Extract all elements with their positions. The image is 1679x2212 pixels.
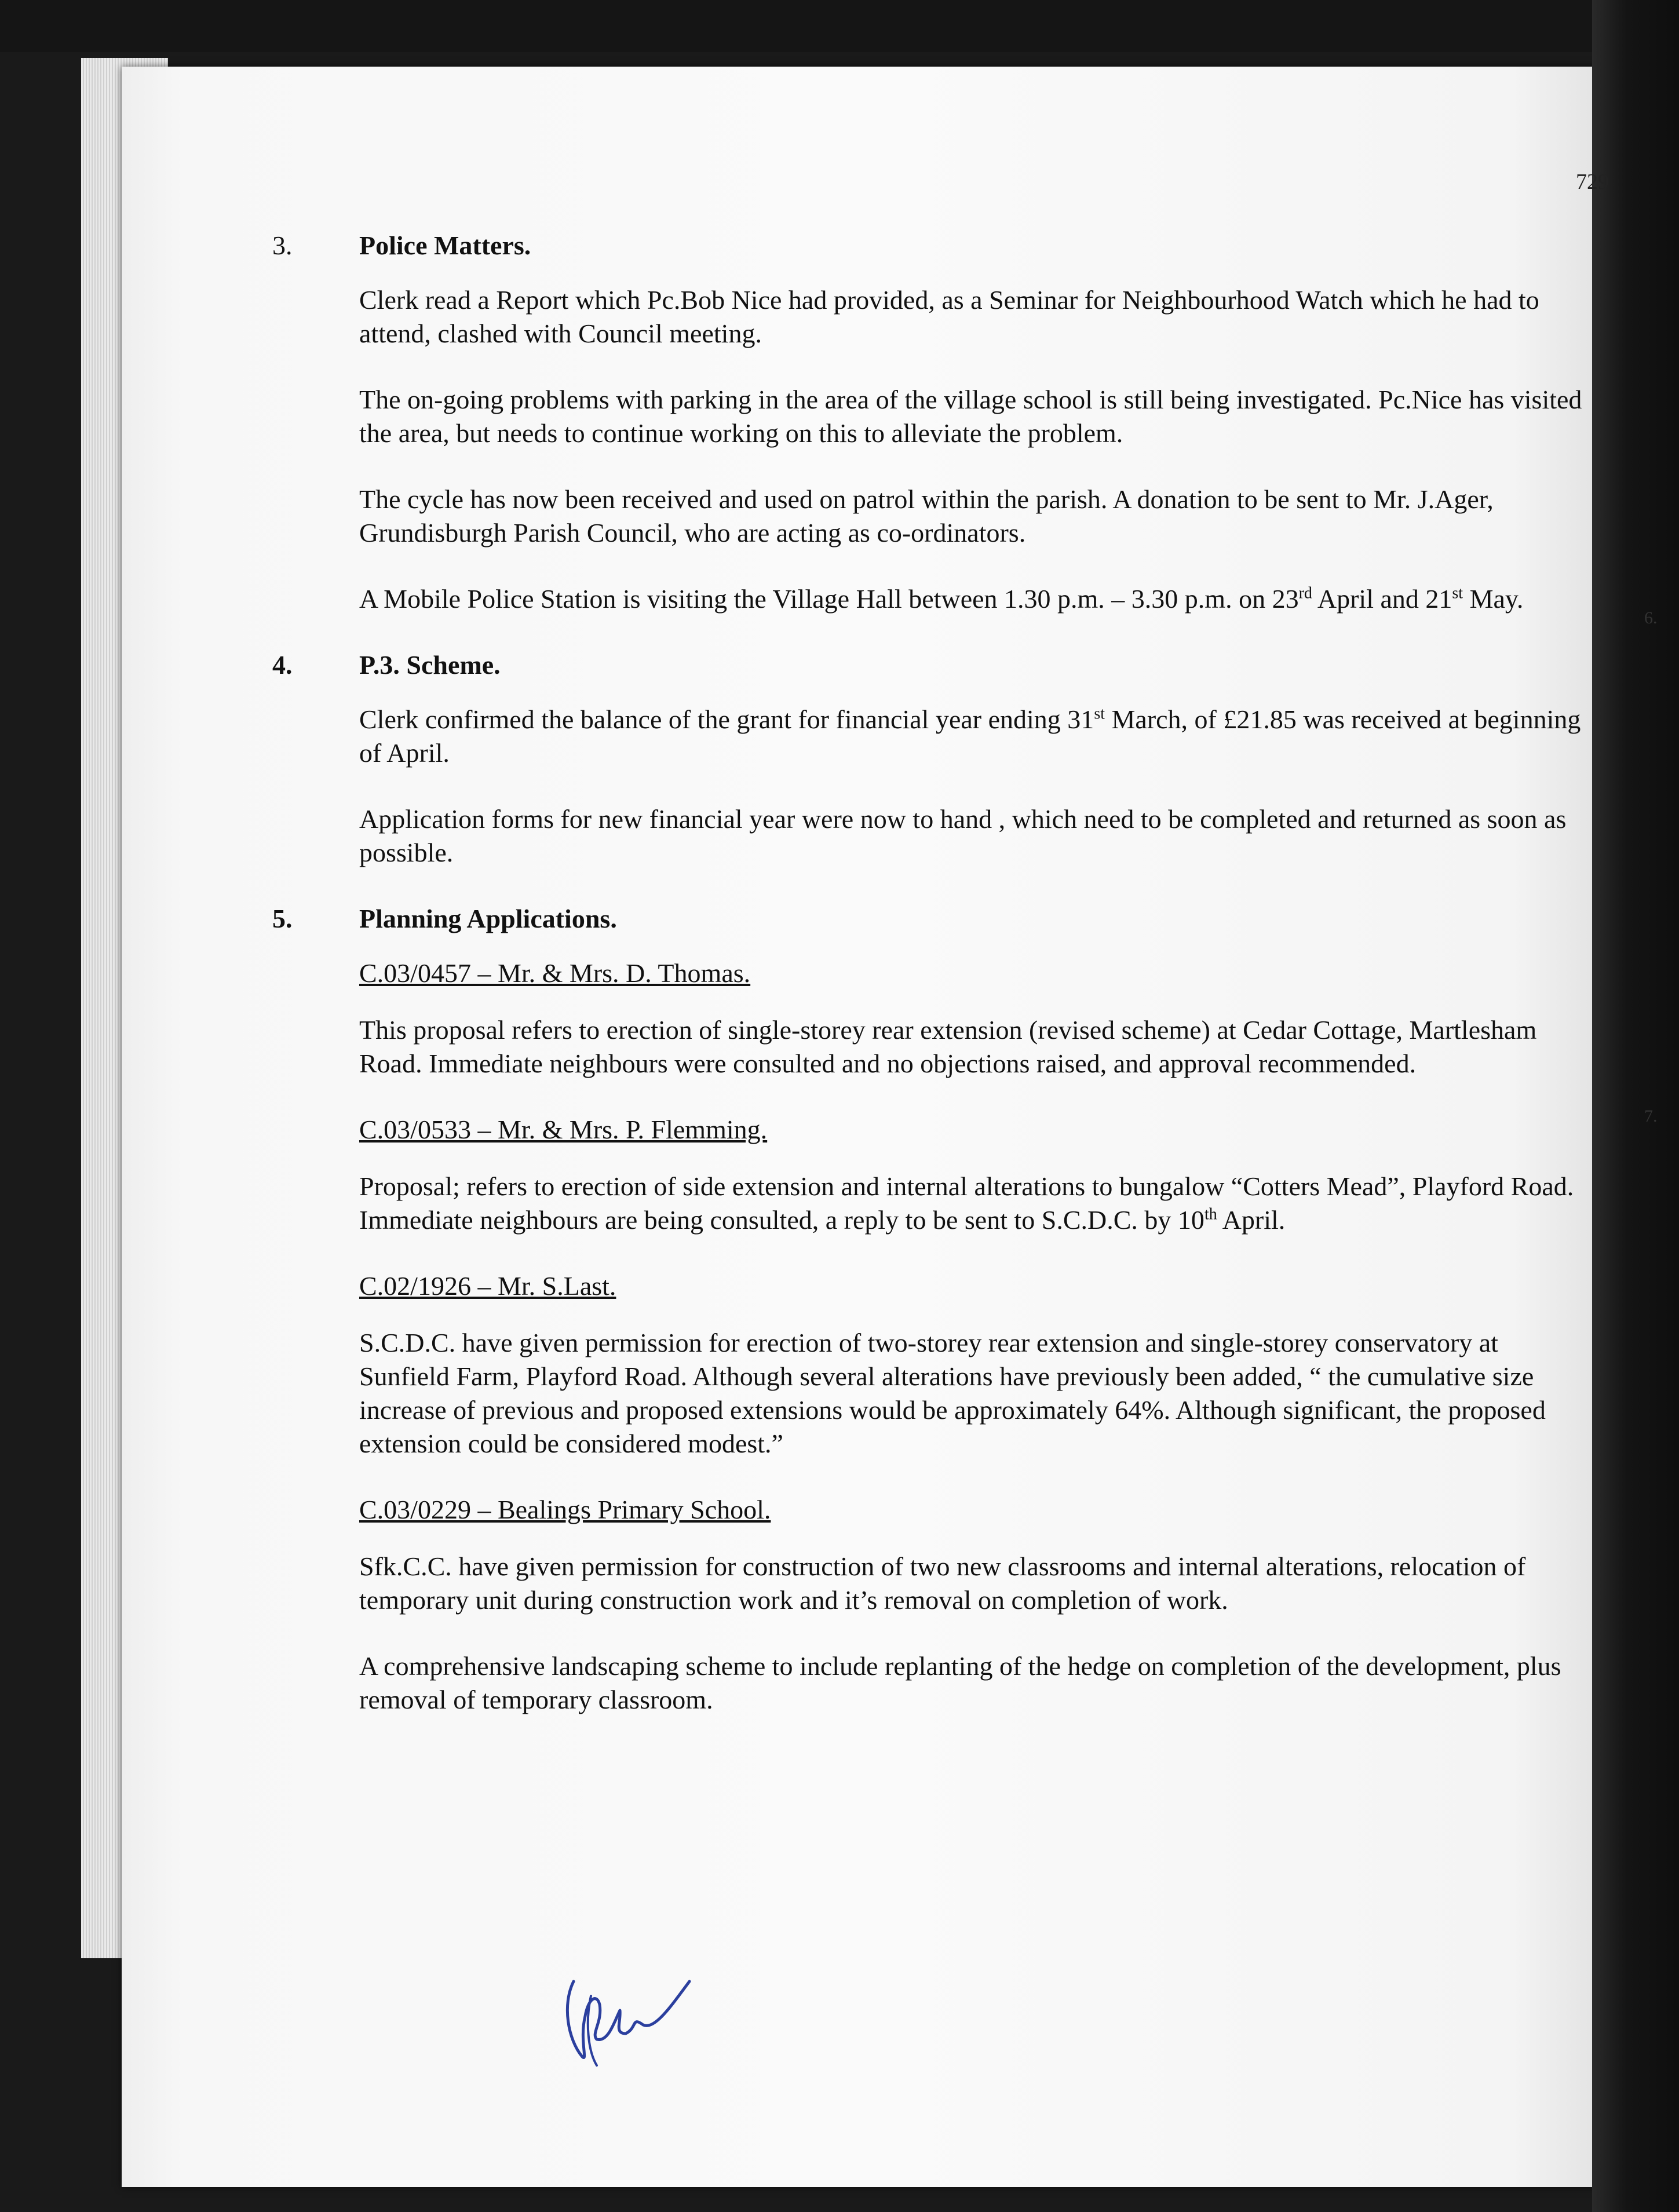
- application-reference: C.03/0533 – Mr. & Mrs. P. Flemming.: [359, 1115, 768, 1144]
- binder-edge-right: [1592, 0, 1679, 2212]
- section-number: 3.: [272, 231, 293, 260]
- document-body: [272, 229, 1587, 1749]
- paragraph: Clerk read a Report which Pc.Bob Nice had provided, as a Seminar for Neighbourhood Watch which he had to attend, clashed with Council meeting.: [359, 285, 1539, 348]
- section-p3-scheme: [272, 648, 1587, 870]
- paragraph-mobile-station: A Mobile Police Station is visiting the Village Hall between 1.30 p.m. – 3.30 p.m. on 23rd April and 21st May.: [359, 584, 1524, 614]
- section-title: P.3. Scheme.: [359, 650, 501, 680]
- section-number: 4.: [272, 650, 293, 680]
- margin-note-7: 7.: [1644, 1107, 1658, 1126]
- section-number: 5.: [272, 904, 293, 933]
- application-text: Proposal; refers to erection of side extension and internal alterations to bungalow “Cotters Mead”, Playford Road. Immediate neighbours are being consulted, a reply to be sent to S.C.D.C. by 10th April.: [359, 1171, 1574, 1235]
- application-text: S.C.D.C. have given permission for erection of two-storey rear extension and single-storey conservatory at Sunfield Farm, Playford Road. Although several alterations have previously been added, “ the cumulative size increase of previous and proposed extensions would be approximately 64%. Although significant, the proposed extension could be considered modest.”: [359, 1328, 1546, 1458]
- binder-edge-top: [0, 0, 1679, 52]
- application-reference: C.03/0229 – Bealings Primary School.: [359, 1495, 771, 1524]
- application-reference: C.02/1926 – Mr. S.Last.: [359, 1271, 616, 1301]
- paragraph: The cycle has now been received and used on patrol within the parish. A donation to be sent to Mr. J.Ager, Grundisburgh Parish Council, who are acting as co-ordinators.: [359, 484, 1494, 547]
- section-title: Planning Applications.: [359, 904, 617, 933]
- page-number: 729: [1576, 170, 1609, 194]
- application-text: This proposal refers to erection of single-storey rear extension (revised scheme) at Cedar Cottage, Martlesham Road. Immediate neighbours were consulted and no objections raised, and approval recommended.: [359, 1015, 1537, 1078]
- section-police-matters: [272, 229, 1587, 616]
- handwritten-initials-signature: [556, 1970, 695, 2068]
- paragraph: The on-going problems with parking in the area of the village school is still being investigated. Pc.Nice has visited the area, but needs to continue working on this to alleviate the problem.: [359, 385, 1582, 448]
- section-title: Police Matters.: [359, 231, 531, 260]
- application-text: Sfk.C.C. have given permission for construction of two new classrooms and internal alterations, relocation of temporary unit during construction work and it’s removal on completion of work.: [359, 1552, 1526, 1615]
- application-reference: C.03/0457 – Mr. & Mrs. D. Thomas.: [359, 958, 751, 988]
- margin-note-6: 6.: [1644, 608, 1658, 627]
- paragraph-grant: Clerk confirmed the balance of the grant for financial year ending 31st March, of £21.85 was received at beginning of April.: [359, 705, 1581, 768]
- application-text: A comprehensive landscaping scheme to include replanting of the hedge on completion of the development, plus removal of temporary classroom.: [359, 1651, 1561, 1714]
- section-planning-applications: [272, 902, 1587, 1717]
- paragraph: Application forms for new financial year were now to hand , which need to be completed and returned as soon as possible.: [359, 804, 1567, 867]
